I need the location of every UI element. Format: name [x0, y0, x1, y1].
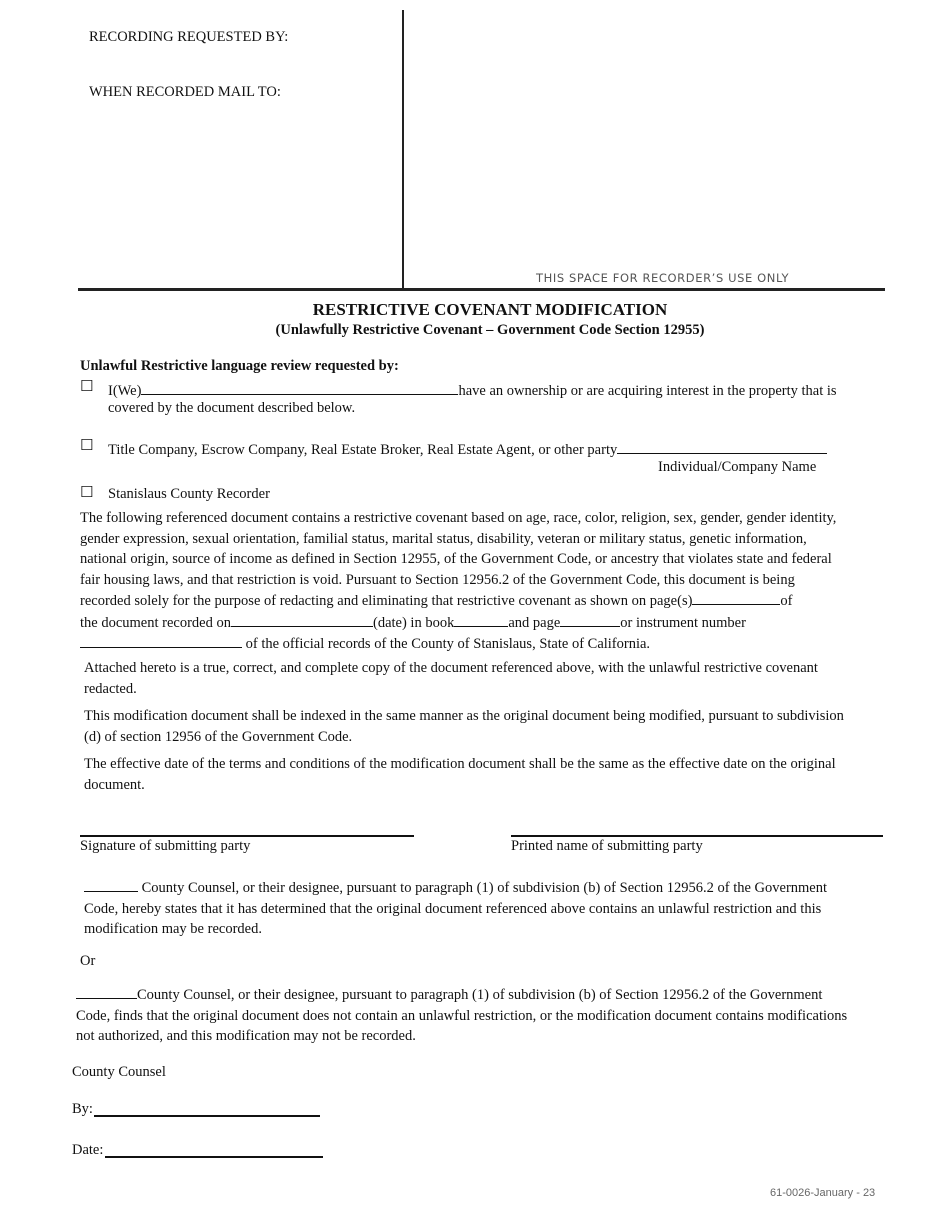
signature-label: Signature of submitting party — [80, 838, 251, 854]
paragraph-text: County Counsel, or their designee, pursuant to paragraph (1) of subdivision (b) of Section 12956.2 of the Government — [137, 987, 823, 1003]
by-field[interactable] — [94, 1115, 320, 1117]
paragraph-line: fair housing laws, and that restriction is void. Pursuant to Section 12956.2 of the Government Code, this document is being — [80, 571, 795, 588]
paragraph-line: gender expression, sexual orientation, familial status, marital status, disability, veteran or military status, genetic information, — [80, 530, 807, 547]
title-company-checkbox[interactable]: ☐ — [80, 436, 94, 454]
attached-copy-paragraph — [84, 658, 914, 699]
owner-option — [108, 380, 837, 400]
paragraph-line: The following referenced document contains a restrictive covenant based on age, race, color, religion, sex, gender, gender identity, — [80, 510, 837, 526]
paragraph-text: County Counsel, or their designee, pursuant to paragraph (1) of subdivision (b) of Section 12956.2 of the Government — [141, 880, 828, 896]
county-recorder-checkbox[interactable]: ☐ — [80, 483, 94, 501]
printed-name-label: Printed name of submitting party — [511, 838, 703, 854]
page-subtitle: (Unlawfully Restrictive Covenant – Government Code Section 12955) — [275, 322, 705, 338]
counsel-denial-paragraph — [76, 984, 916, 1047]
recording-requested-by-label: RECORDING REQUESTED BY: — [89, 29, 289, 45]
paragraph-line: document. — [84, 776, 145, 793]
paragraph-line: redacted. — [84, 680, 137, 697]
paragraph-line — [80, 633, 910, 655]
counsel-approval-paragraph — [84, 877, 914, 940]
book-field[interactable] — [454, 612, 508, 627]
signature-field[interactable] — [80, 835, 414, 837]
paragraph-line: Code, finds that the original document does not contain an unlawful restriction, or the modification document contains modifications — [76, 1007, 848, 1024]
paragraph-line — [80, 612, 910, 634]
paragraph-text: and page — [508, 614, 561, 631]
paragraph-line: Code, hereby states that it has determined that the original document referenced above contains an unlawful restriction and this — [84, 900, 822, 917]
paragraph-text: recorded solely for the purpose of redacting and eliminating that restrictive covenant as shown on page(s) — [80, 593, 693, 609]
paragraph-line: not authorized, and this modification may not be recorded. — [76, 1028, 416, 1044]
paragraph-line: This modification document shall be indexed in the same manner as the original document being modified, pursuant to subdivision — [84, 708, 844, 724]
when-recorded-mail-to-label: WHEN RECORDED MAIL TO: — [89, 84, 281, 100]
owner-option-suffix: have an ownership or are acquiring interest in the property that is — [458, 383, 837, 399]
paragraph-text: or instrument number — [620, 614, 746, 631]
recorder-use-label: THIS SPACE FOR RECORDER’S USE ONLY — [536, 271, 790, 285]
paragraph-text: (date) in book — [372, 614, 455, 631]
instrument-number-field[interactable] — [80, 633, 242, 648]
owner-name-field[interactable] — [141, 380, 458, 395]
paragraph-text: the document recorded on — [80, 614, 231, 631]
form-id: 61-0026-January - 23 — [770, 1187, 876, 1199]
paragraph-line — [80, 590, 910, 612]
company-name-caption: Individual/Company Name — [658, 459, 817, 475]
recorded-date-field[interactable] — [231, 612, 373, 627]
county-recorder-option: Stanislaus County Recorder — [108, 486, 270, 502]
paragraph-line: Attached hereto is a true, correct, and complete copy of the document referenced above, with the unlawful restrictive covenant — [84, 660, 818, 676]
review-heading: Unlawful Restrictive language review requested by: — [80, 358, 399, 374]
paragraph-line: The effective date of the terms and conditions of the modification document shall be the same as the effective date on the original — [84, 756, 836, 772]
title-company-option-label: Title Company, Escrow Company, Real Estate Broker, Real Estate Agent, or other party — [108, 442, 618, 458]
referenced-document-paragraph — [80, 508, 910, 655]
effective-date-paragraph — [84, 754, 914, 795]
pages-field[interactable] — [692, 590, 780, 605]
header-divider-vertical — [402, 10, 404, 288]
date-label: Date: — [72, 1142, 104, 1158]
paragraph-line: national origin, source of income as defined in Section 12955, of the Government Code, or ancestry that violates state and federal — [80, 551, 832, 567]
title-company-option — [108, 439, 827, 459]
paragraph-text: of — [780, 593, 793, 609]
owner-option-prefix: I(We) — [108, 383, 142, 399]
header-divider-horizontal — [78, 288, 885, 291]
date-field[interactable] — [105, 1156, 323, 1158]
paragraph-line — [76, 984, 916, 1006]
page-title: RESTRICTIVE COVENANT MODIFICATION — [312, 300, 668, 319]
or-label: Or — [80, 953, 96, 969]
indexing-paragraph — [84, 706, 914, 747]
paragraph-line — [84, 877, 914, 899]
owner-option-line2: covered by the document described below. — [108, 400, 356, 416]
paragraph-text: of the official records of the County of Stanislaus, State of California. — [245, 636, 651, 652]
county-counsel-label: County Counsel — [72, 1064, 166, 1080]
paragraph-line: (d) of section 12956 of the Government Code. — [84, 728, 353, 745]
paragraph-line: modification may be recorded. — [84, 921, 262, 937]
company-name-field[interactable] — [617, 439, 827, 454]
printed-name-field[interactable] — [511, 835, 883, 837]
approval-initials-field[interactable] — [84, 877, 138, 892]
page-field[interactable] — [560, 612, 620, 627]
owner-checkbox[interactable]: ☐ — [80, 377, 94, 395]
by-label: By: — [72, 1101, 93, 1117]
denial-initials-field[interactable] — [76, 984, 137, 999]
